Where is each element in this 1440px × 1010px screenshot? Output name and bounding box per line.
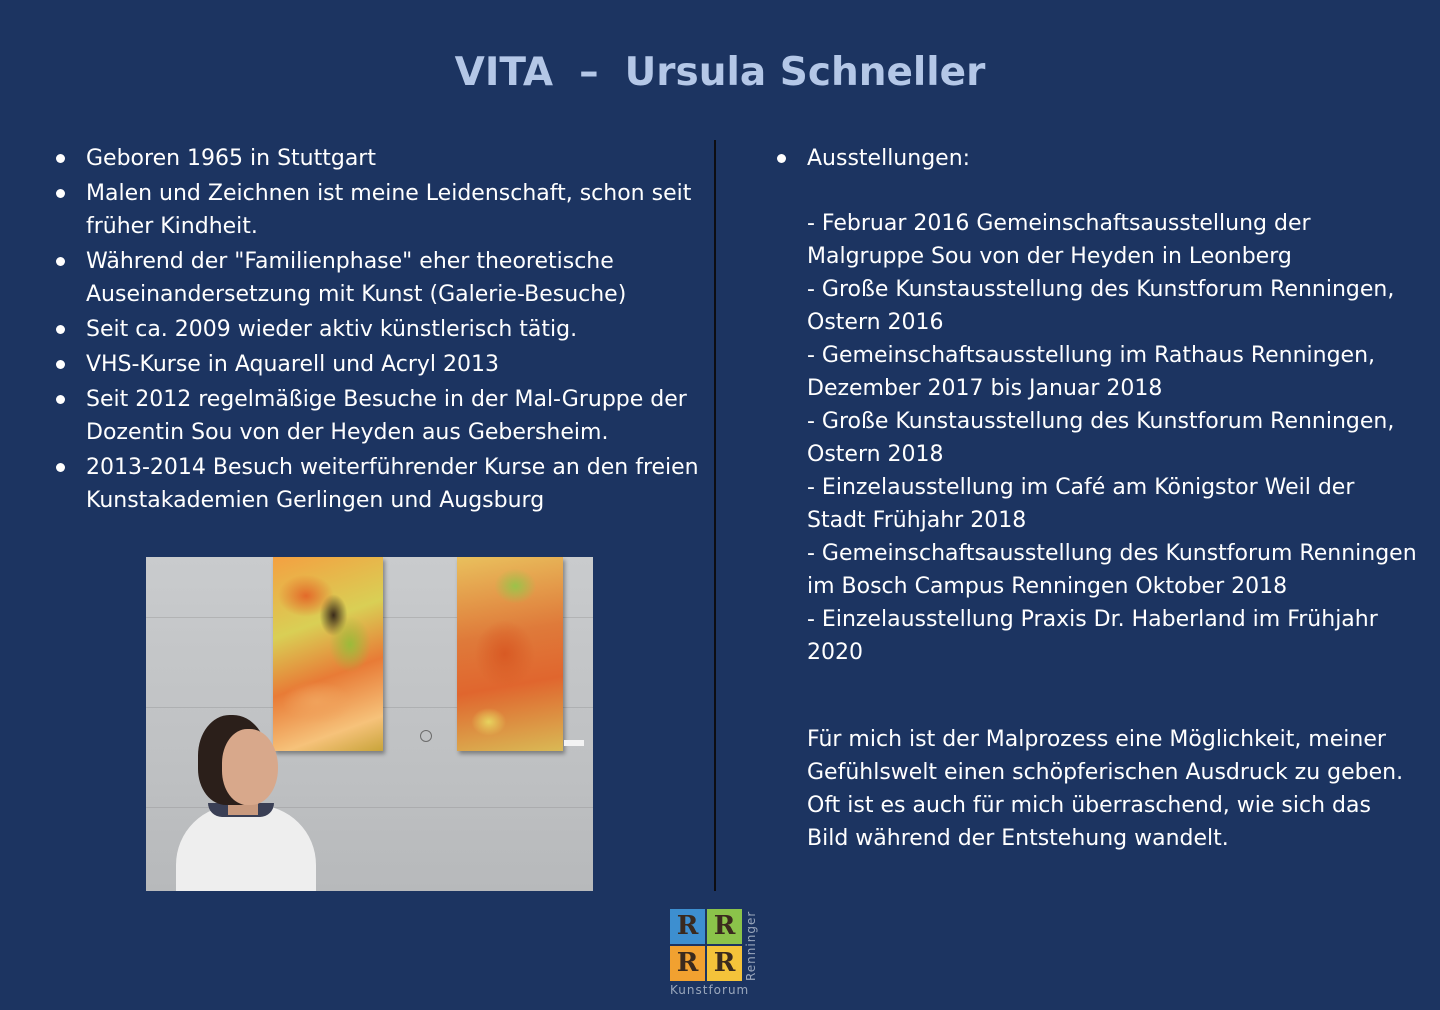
- vita-item: Malen und Zeichnen ist meine Leidenschaft, schon seit früher Kindheit.: [58, 177, 708, 243]
- artist-photo: [146, 557, 593, 891]
- exhibitions-heading-list: [779, 142, 1419, 175]
- artist-sweater: [176, 805, 316, 891]
- page-title: [0, 50, 1440, 95]
- exhibition-item: - Große Kunstausstellung des Kunstforum Renningen, Ostern 2016: [807, 277, 1395, 335]
- exhibitions-list: [807, 207, 1419, 669]
- vita-list: [58, 142, 708, 517]
- painting-plaque: [564, 740, 584, 746]
- logo-letter-r: R: [707, 946, 742, 981]
- painting-right: [457, 557, 563, 751]
- exhibitions-heading: Ausstellungen:: [779, 142, 1419, 175]
- painting-left: [273, 557, 383, 751]
- column-divider: [714, 140, 716, 891]
- title-vita: VITA: [454, 50, 554, 95]
- logo-bottom-text: Kunstforum: [670, 983, 750, 997]
- vita-item: Während der "Familienphase" eher theoretische Auseinandersetzung mit Kunst (Galerie-Besuche): [58, 245, 708, 311]
- logo-letter-r: R: [670, 909, 705, 944]
- vita-item: Seit ca. 2009 wieder aktiv künstlerisch tätig.: [58, 313, 708, 346]
- kunstforum-logo: [670, 909, 770, 999]
- logo-grid: [670, 909, 742, 981]
- exhibitions-column: [779, 142, 1419, 855]
- artist-face: [222, 729, 278, 805]
- exhibition-item: - Einzelausstellung Praxis Dr. Haberland im Frühjahr 2020: [807, 607, 1378, 665]
- vita-list-column: [58, 142, 708, 519]
- wall-hook: [420, 730, 432, 742]
- exhibition-item: - Gemeinschaftsausstellung des Kunstforum Renningen im Bosch Campus Renningen Oktober 2018: [807, 541, 1417, 599]
- title-name: Ursula Schneller: [624, 50, 986, 95]
- vita-item: VHS-Kurse in Aquarell und Acryl 2013: [58, 348, 708, 381]
- exhibition-item: - Große Kunstausstellung des Kunstforum Renningen, Ostern 2018: [807, 409, 1395, 467]
- closing-statement: Für mich ist der Malprozess eine Möglichkeit, meiner Gefühlswelt einen schöpferischen Ausdruck zu geben. Oft ist es auch für mich überraschend, wie sich das Bild während der Entstehung wandelt.: [807, 727, 1404, 851]
- exhibition-item: - Einzelausstellung im Café am Königstor Weil der Stadt Frühjahr 2018: [807, 475, 1355, 533]
- exhibition-item: - Gemeinschaftsausstellung im Rathaus Renningen, Dezember 2017 bis Januar 2018: [807, 343, 1376, 401]
- logo-letter-r: R: [707, 909, 742, 944]
- vita-item: Geboren 1965 in Stuttgart: [58, 142, 708, 175]
- vita-item: Seit 2012 regelmäßige Besuche in der Mal-Gruppe der Dozentin Sou von der Heyden aus Gebersheim.: [58, 383, 708, 449]
- exhibition-item: - Februar 2016 Gemeinschaftsausstellung der Malgruppe Sou von der Heyden in Leonberg: [807, 211, 1311, 269]
- vita-item: 2013-2014 Besuch weiterführender Kurse an den freien Kunstakademien Gerlingen und Augsburg: [58, 451, 708, 517]
- logo-vertical-text: Renninger: [744, 910, 758, 981]
- logo-letter-r: R: [670, 946, 705, 981]
- title-dash: –: [579, 50, 599, 95]
